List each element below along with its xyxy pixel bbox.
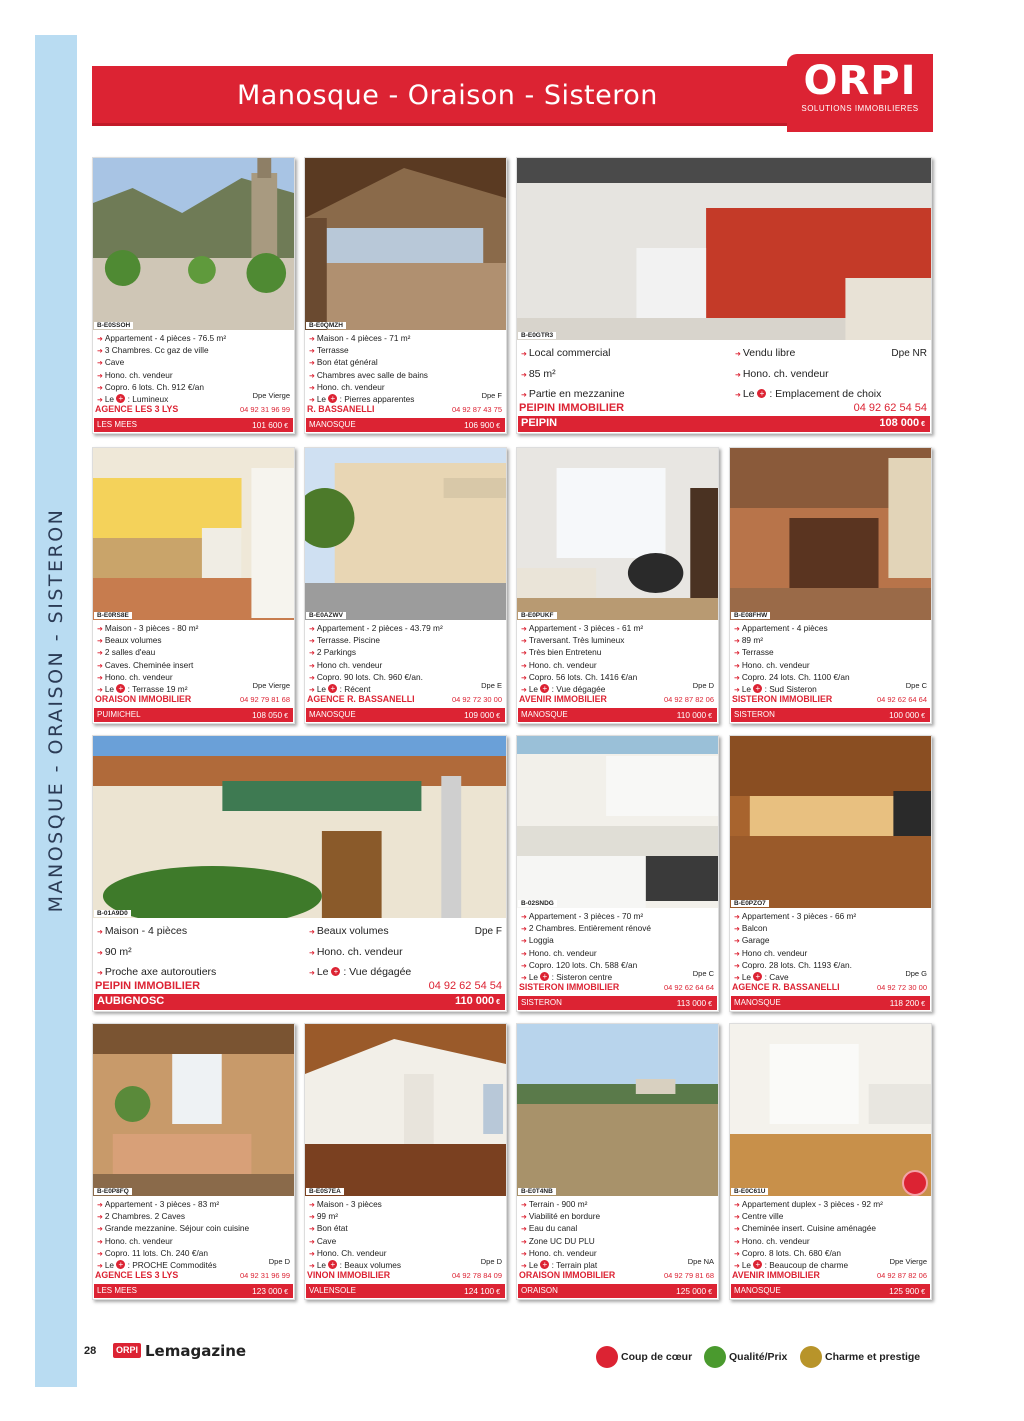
feature-item: ➜ Le + : Beaucoup de charme — [734, 1260, 927, 1272]
feature-item: ➜ Le + : Sud Sisteron — [734, 684, 927, 696]
listing-ref: B-E0AZWV — [306, 612, 346, 619]
location-price-bar — [306, 1284, 505, 1298]
feature-item: ➜ Le + : Beaux volumes — [309, 1260, 502, 1272]
agency-name: AGENCE R. BASSANELLI — [732, 982, 840, 992]
feature-item: ➜ Maison - 3 pièces - 80 m² — [97, 623, 290, 635]
feature-item: ➜ Hono. ch. vendeur — [735, 365, 895, 386]
dpe-label: Dpe Vierge — [889, 1257, 927, 1266]
listing-card[interactable] — [516, 1023, 719, 1300]
location: ORAISON — [521, 1286, 558, 1295]
feature-item: ➜ Copro. 6 lots. Ch. 912 €/an — [97, 382, 290, 394]
plus-icon: + — [328, 1260, 337, 1269]
listing-card[interactable] — [92, 157, 295, 434]
feature-item: ➜ Copro. 56 lots. Ch. 1416 €/an — [521, 672, 714, 684]
logo-main-text: ORPI — [803, 58, 917, 104]
location: PUIMICHEL — [97, 710, 141, 719]
legend-charme-prestige — [800, 1346, 920, 1368]
feature-item: ➜ Hono. ch. vendeur — [521, 660, 714, 672]
agency-name: SISTERON IMMOBILIER — [519, 982, 620, 992]
feature-list — [734, 911, 927, 984]
price: 123 000 € — [252, 1286, 288, 1296]
agency-phone: 04 92 72 30 00 — [451, 695, 502, 704]
agency-name: AGENCE R. BASSANELLI — [307, 694, 415, 704]
agency-name: PEIPIN IMMOBILIER — [519, 402, 625, 414]
listing-ref: B-01A9D0 — [94, 910, 131, 917]
listing-ref: B-E0PZO7 — [731, 900, 769, 907]
feature-item: ➜ Centre ville — [734, 1211, 927, 1223]
feature-item: ➜ Appartement - 3 pièces - 61 m² — [521, 623, 714, 635]
feature-item: ➜ Terrasse — [309, 345, 502, 357]
feature-item: ➜ Le + : PROCHE Commodités — [97, 1260, 290, 1272]
feature-item: ➜ Chambres avec salle de bains — [309, 370, 502, 382]
listing-ref: B-E0PUKF — [518, 612, 557, 619]
listing-card[interactable] — [92, 735, 507, 1012]
feature-item: ➜ Terrain - 900 m² — [521, 1199, 714, 1211]
feature-list — [309, 333, 502, 406]
listing-photo — [93, 448, 294, 620]
listing-photo — [517, 158, 931, 340]
price: 101 600 € — [252, 420, 288, 430]
listing-card[interactable] — [516, 447, 719, 724]
feature-item: ➜ Le + : Vue dégagée — [309, 963, 459, 984]
agency-phone: 04 92 79 81 68 — [663, 1271, 714, 1280]
page-header — [92, 58, 932, 126]
feature-list — [521, 1199, 714, 1272]
agency-phone: 04 92 62 64 64 — [876, 695, 927, 704]
listing-ref: B-02SNDG — [518, 900, 557, 907]
location-price-bar — [94, 708, 293, 722]
location: MANOSQUE — [734, 1286, 781, 1295]
plus-icon: + — [540, 1260, 549, 1269]
feature-item: ➜ Hono. ch. vendeur — [734, 1236, 927, 1248]
feature-item: ➜ Très bien Entretenu — [521, 647, 714, 659]
listing-photo — [730, 736, 931, 908]
plus-icon: + — [328, 684, 337, 693]
agency-name: ORAISON IMMOBILIER — [95, 694, 192, 704]
feature-item: ➜ Beaux volumes — [97, 635, 290, 647]
feature-item: ➜ Le + : Terrain plat — [521, 1260, 714, 1272]
location: PEIPIN — [521, 417, 558, 429]
dpe-label: Dpe C — [692, 969, 714, 978]
listing-ref: B-E0RS8E — [94, 612, 132, 619]
feature-item: ➜ Eau du canal — [521, 1223, 714, 1235]
listing-photo — [517, 736, 718, 908]
orpi-logo — [787, 54, 933, 132]
agency-name: VINON IMMOBILIER — [307, 1270, 391, 1280]
agency-name: R. BASSANELLI — [307, 404, 375, 414]
feature-item: ➜ Le + : Récent — [309, 684, 502, 696]
feature-list — [521, 623, 714, 696]
feature-item: ➜ Partie en mezzanine — [521, 385, 721, 406]
feature-item: ➜ Copro. 8 lots. Ch. 680 €/an — [734, 1248, 927, 1260]
feature-item: ➜ Hono. Ch. vendeur — [309, 1248, 502, 1260]
feature-list — [734, 623, 927, 696]
price: 118 200 € — [890, 998, 925, 1008]
agency-name: AGENCE LES 3 LYS — [95, 404, 179, 414]
listing-photo — [93, 158, 294, 330]
magazine-name: Lemagazine — [145, 1342, 247, 1360]
logo-sub-text: SOLUTIONS IMMOBILIERES — [801, 104, 919, 113]
side-title: MANOSQUE - ORAISON - SISTERON — [45, 507, 67, 913]
plus-icon: + — [116, 684, 125, 693]
plus-icon: + — [116, 394, 125, 403]
location-price-bar — [518, 416, 930, 432]
feature-list — [97, 922, 297, 984]
feature-item: ➜ Bon état — [309, 1223, 502, 1235]
agency-phone: 04 92 31 96 99 — [239, 1271, 290, 1280]
location: MANOSQUE — [309, 420, 356, 429]
listing-card[interactable] — [516, 735, 719, 1012]
dpe-label: Dpe G — [905, 969, 927, 978]
listing-photo — [730, 1024, 931, 1196]
dpe-label: Dpe D — [268, 1257, 290, 1266]
feature-item: ➜ Le + : Sisteron centre — [521, 972, 714, 984]
feature-item: ➜ 2 Chambres. Entièrement rénové — [521, 923, 714, 935]
plus-icon: + — [540, 684, 549, 693]
agency-phone: 04 92 31 96 99 — [239, 405, 290, 414]
feature-list — [309, 922, 459, 984]
price: 125 000 € — [676, 1286, 712, 1296]
listing-photo — [730, 448, 931, 620]
plus-icon: + — [757, 389, 766, 398]
plus-icon: + — [753, 684, 762, 693]
heart-house-icon — [596, 1346, 618, 1368]
feature-item: ➜ Le + : Vue dégagée — [521, 684, 714, 696]
location: MANOSQUE — [309, 710, 356, 719]
prestige-house-icon — [800, 1346, 822, 1368]
listing-photo — [517, 1024, 718, 1196]
feature-item: ➜ Le + : Emplacement de choix — [735, 385, 895, 406]
feature-item: ➜ Le + : Lumineux — [97, 394, 290, 406]
location: MANOSQUE — [521, 710, 568, 719]
legend-qualite-prix — [704, 1346, 787, 1368]
listing-card[interactable] — [729, 735, 932, 1012]
feature-item: ➜ Maison - 4 pièces - 71 m² — [309, 333, 502, 345]
feature-item: ➜ Cheminée insert. Cuisine aménagée — [734, 1223, 927, 1235]
location: LES MEES — [97, 420, 138, 429]
location: VALENSOLE — [309, 1286, 356, 1295]
coup-de-coeur-icon — [902, 1170, 928, 1196]
agency-phone: 04 92 78 84 09 — [451, 1271, 502, 1280]
feature-item: ➜ 2 Parkings — [309, 647, 502, 659]
feature-item: ➜ 99 m² — [309, 1211, 502, 1223]
feature-item: ➜ Maison - 4 pièces — [97, 922, 297, 943]
feature-item: ➜ Grande mezzanine. Séjour coin cuisine — [97, 1223, 290, 1235]
listing-card[interactable] — [92, 1023, 295, 1300]
agency-name: SISTERON IMMOBILIER — [732, 694, 833, 704]
page-title: Manosque - Oraison - Sisteron — [237, 80, 658, 111]
quality-house-icon — [704, 1346, 726, 1368]
listing-ref: B-E0P8FQ — [94, 1188, 132, 1195]
feature-item: ➜ Appartement - 2 pièces - 43.79 m² — [309, 623, 502, 635]
listing-ref: B-E0T4NB — [518, 1188, 556, 1195]
location-price-bar — [731, 708, 930, 722]
dpe-label: Dpe C — [905, 681, 927, 690]
agency-phone: 04 92 87 82 06 — [876, 1271, 927, 1280]
footer-orpi-logo: ORPI — [113, 1343, 141, 1358]
feature-item: ➜ Local commercial — [521, 344, 721, 365]
listing-photo — [305, 158, 506, 330]
agency-name: ORAISON IMMOBILIER — [519, 1270, 616, 1280]
agency-name: AVENIR IMMOBILIER — [732, 1270, 820, 1280]
feature-item: ➜ Appartement - 4 pièces - 76.5 m² — [97, 333, 290, 345]
location-price-bar — [94, 418, 293, 432]
location-price-bar — [731, 996, 930, 1010]
feature-item: ➜ 90 m² — [97, 943, 297, 964]
price: 100 000 € — [889, 710, 925, 720]
feature-item: ➜ Le + : Pierres apparentes — [309, 394, 502, 406]
listing-photo — [93, 1024, 294, 1196]
location: AUBIGNOSC — [97, 995, 165, 1007]
price: 106 900 € — [464, 420, 500, 430]
feature-item: ➜ Terrasse. Piscine — [309, 635, 502, 647]
feature-item: ➜ Appartement - 3 pièces - 66 m² — [734, 911, 927, 923]
agency-phone: 04 92 62 54 54 — [428, 980, 502, 992]
feature-list — [521, 344, 721, 406]
agency-phone: 04 92 87 82 06 — [663, 695, 714, 704]
location-price-bar — [94, 1284, 293, 1298]
agency-name: AVENIR IMMOBILIER — [519, 694, 607, 704]
feature-item: ➜ Garage — [734, 935, 927, 947]
feature-item: ➜ Vendu libre — [735, 344, 895, 365]
feature-item: ➜ Copro. 11 lots. Ch. 240 €/an — [97, 1248, 290, 1260]
feature-list — [309, 623, 502, 696]
feature-item: ➜ 85 m² — [521, 365, 721, 386]
location-price-bar — [518, 1284, 717, 1298]
feature-item: ➜ Hono ch. vendeur — [309, 660, 502, 672]
feature-item: ➜ Appartement - 3 pièces - 70 m² — [521, 911, 714, 923]
feature-item: ➜ Traversant. Très lumineux — [521, 635, 714, 647]
listing-ref: B-E0QMZH — [306, 322, 346, 329]
feature-item: ➜ Beaux volumes — [309, 922, 459, 943]
feature-item: ➜ Hono. ch. vendeur — [97, 672, 290, 684]
price: 108 000 € — [879, 417, 925, 429]
listing-card[interactable] — [304, 447, 507, 724]
legend-coup-de-coeur — [596, 1346, 692, 1368]
listing-photo — [305, 448, 506, 620]
price: 108 050 € — [252, 710, 288, 720]
plus-icon: + — [540, 972, 549, 981]
dpe-label: Dpe D — [692, 681, 714, 690]
feature-list — [521, 911, 714, 984]
legend-label: Charme et prestige — [825, 1351, 921, 1363]
price: 110 000 € — [677, 710, 712, 720]
feature-item: ➜ Appartement - 3 pièces - 83 m² — [97, 1199, 290, 1211]
agency-phone: 04 92 72 30 00 — [876, 983, 927, 992]
agency-phone: 04 92 62 64 64 — [663, 983, 714, 992]
feature-item: ➜ Copro. 120 lots. Ch. 588 €/an — [521, 960, 714, 972]
listing-card[interactable] — [729, 1023, 932, 1300]
price: 113 000 € — [677, 998, 712, 1008]
agency-phone: 04 92 79 81 68 — [239, 695, 290, 704]
page-number: 28 — [84, 1345, 97, 1357]
listing-card[interactable] — [92, 447, 295, 724]
location: SISTERON — [734, 710, 775, 719]
location-price-bar — [518, 996, 717, 1010]
feature-item: ➜ Maison - 3 pièces — [309, 1199, 502, 1211]
agency-phone: 04 92 62 54 54 — [853, 402, 927, 414]
feature-item: ➜ Hono. ch. vendeur — [521, 1248, 714, 1260]
feature-item: ➜ Bon état général — [309, 357, 502, 369]
agency-name: AGENCE LES 3 LYS — [95, 1270, 179, 1280]
feature-item: ➜ 3 Chambres. Cc gaz de ville — [97, 345, 290, 357]
feature-item: ➜ Hono. ch. vendeur — [734, 660, 927, 672]
dpe-label: Dpe Vierge — [252, 391, 290, 400]
feature-item: ➜ Terrasse — [734, 647, 927, 659]
feature-item: ➜ Hono. ch. vendeur — [521, 948, 714, 960]
dpe-label: Dpe D — [480, 1257, 502, 1266]
plus-icon: + — [328, 394, 337, 403]
feature-item: ➜ Copro. 24 lots. Ch. 1100 €/an — [734, 672, 927, 684]
listing-ref: B-E0SSOH — [94, 322, 133, 329]
agency-name: PEIPIN IMMOBILIER — [95, 980, 201, 992]
feature-list — [97, 1199, 290, 1272]
feature-item: ➜ Hono ch. vendeur — [734, 948, 927, 960]
feature-item: ➜ Cave — [309, 1236, 502, 1248]
location-price-bar — [518, 708, 717, 722]
listing-ref: B-E0GTR3 — [518, 332, 556, 339]
feature-item: ➜ Hono. ch. vendeur — [97, 370, 290, 382]
feature-item: ➜ Hono. ch. vendeur — [309, 943, 459, 964]
feature-item: ➜ Copro. 90 lots. Ch. 960 €/an. — [309, 672, 502, 684]
dpe-label: Dpe Vierge — [252, 681, 290, 690]
feature-item: ➜ Appartement - 4 pièces — [734, 623, 927, 635]
listing-photo — [517, 448, 718, 620]
feature-item: ➜ Copro. 28 lots. Ch. 1193 €/an. — [734, 960, 927, 972]
dpe-label: Dpe F — [481, 391, 502, 400]
feature-item: ➜ 2 Chambres. 2 Caves — [97, 1211, 290, 1223]
feature-item: ➜ 89 m² — [734, 635, 927, 647]
listing-photo — [93, 736, 506, 918]
location: SISTERON — [521, 998, 562, 1007]
plus-icon: + — [116, 1260, 125, 1269]
feature-item: ➜ Balcon — [734, 923, 927, 935]
listing-card[interactable] — [304, 1023, 507, 1300]
legend-label: Coup de cœur — [621, 1351, 693, 1363]
listing-card[interactable] — [516, 157, 932, 434]
feature-list — [309, 1199, 502, 1272]
feature-item: ➜ Zone UC DU PLU — [521, 1236, 714, 1248]
plus-icon: + — [753, 972, 762, 981]
feature-item: ➜ Le + : Cave — [734, 972, 927, 984]
price: 124 100 € — [464, 1286, 500, 1296]
plus-icon: + — [331, 967, 340, 976]
dpe-label: Dpe NR — [891, 348, 927, 359]
feature-item: ➜ Appartement duplex - 3 pièces - 92 m² — [734, 1199, 927, 1211]
price: 125 900 € — [889, 1286, 925, 1296]
feature-item: ➜ Le + : Terrasse 19 m² — [97, 684, 290, 696]
price: 110 000 € — [455, 995, 500, 1007]
feature-item: ➜ Loggia — [521, 935, 714, 947]
location-price-bar — [306, 708, 505, 722]
plus-icon: + — [753, 1260, 762, 1269]
feature-list — [735, 344, 895, 406]
price: 109 000 € — [464, 710, 500, 720]
feature-item: ➜ Hono. ch. vendeur — [97, 1236, 290, 1248]
feature-item: ➜ Viabilité en bordure — [521, 1211, 714, 1223]
agency-phone: 04 92 87 43 75 — [451, 405, 502, 414]
dpe-label: Dpe E — [481, 681, 502, 690]
listing-ref: B-E08FHW — [731, 612, 770, 619]
feature-item: ➜ Cave — [97, 357, 290, 369]
location-price-bar — [306, 418, 505, 432]
listing-ref: B-E0S7EA — [306, 1188, 344, 1195]
feature-item: ➜ 2 salles d'eau — [97, 647, 290, 659]
location-price-bar — [94, 994, 505, 1010]
dpe-label: Dpe F — [474, 926, 502, 937]
dpe-label: Dpe NA — [687, 1257, 714, 1266]
location: MANOSQUE — [734, 998, 781, 1007]
listing-ref: B-E0C61U — [731, 1188, 768, 1195]
location: LES MEES — [97, 1286, 138, 1295]
feature-item: ➜ Proche axe autoroutiers — [97, 963, 297, 984]
location-price-bar — [731, 1284, 930, 1298]
legend-label: Qualité/Prix — [729, 1351, 788, 1363]
feature-item: ➜ Caves. Cheminée insert — [97, 660, 290, 672]
listing-card[interactable] — [729, 447, 932, 724]
listing-photo — [305, 1024, 506, 1196]
listing-card[interactable] — [304, 157, 507, 434]
feature-item: ➜ Hono. ch. vendeur — [309, 382, 502, 394]
